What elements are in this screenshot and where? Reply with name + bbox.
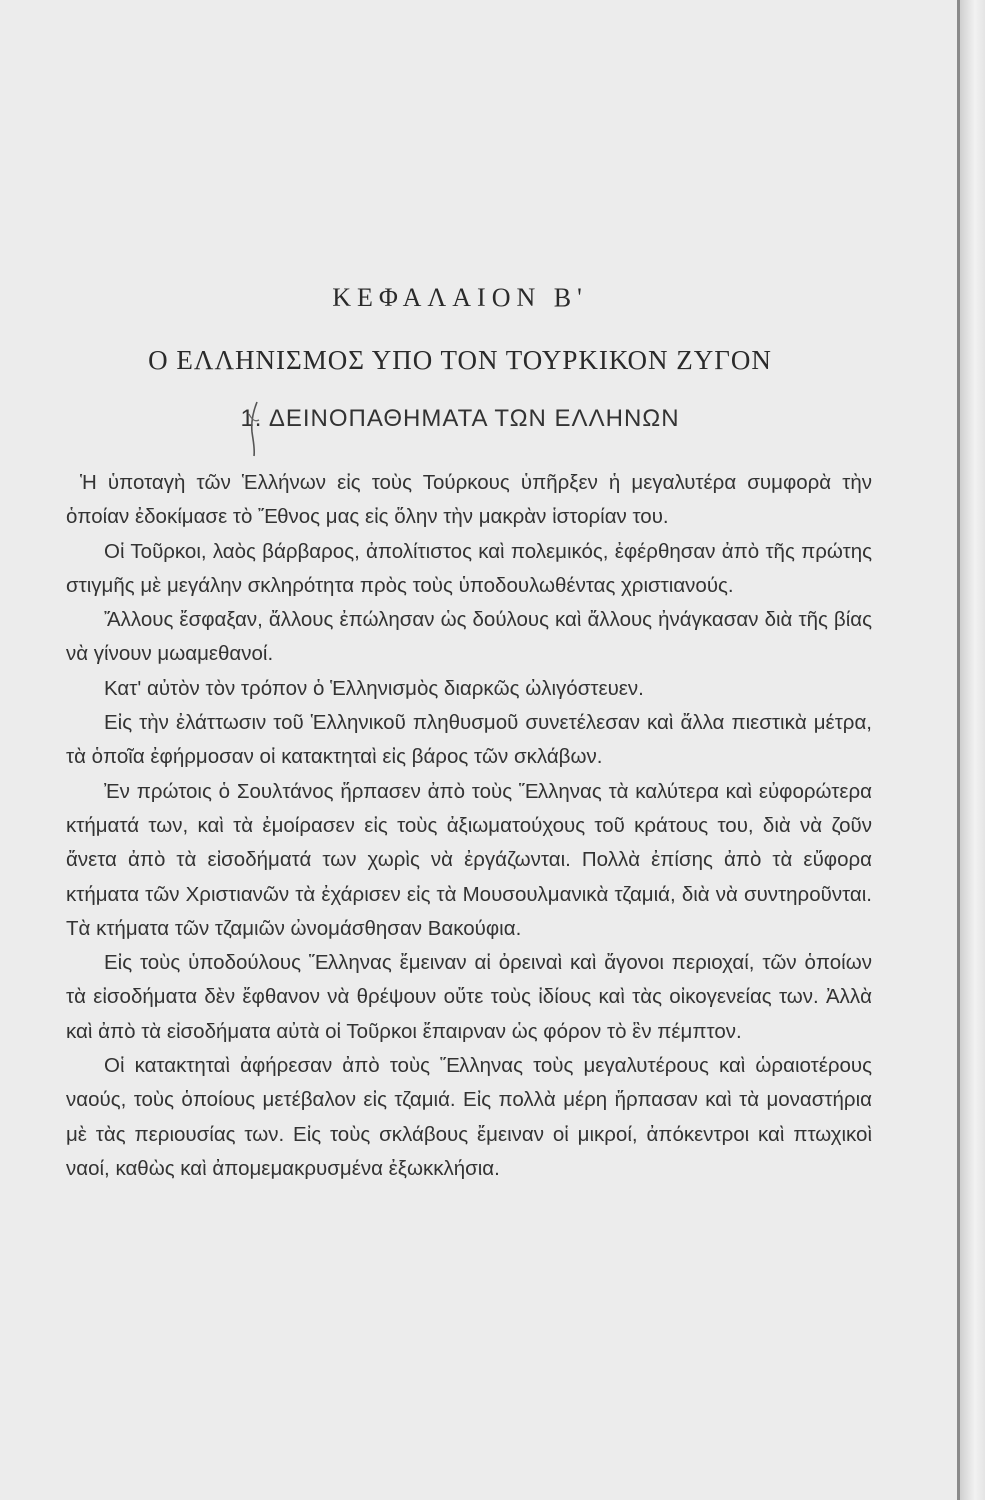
paragraph: Εἰς τὴν ἐλάττωσιν τοῦ Ἑλληνικοῦ πληθυσμοῦ συνετέλεσαν καὶ ἄλλα πιεστικὰ μέτρα, τὰ ὁποῖα ἐφήρμοσαν οἱ κατακτηταὶ εἰς βάρος τῶν σκλάβων.: [66, 711, 872, 769]
paragraph: Οἱ κατακτηταὶ ἀφήρεσαν ἀπὸ τοὺς Ἕλληνας τοὺς μεγαλυτέρους καὶ ὡραιοτέρους ναούς, τοὺς ὁποίους μετέβαλον εἰς τζαμιά. Εἰς πολλὰ μέρη ἥρπασαν καὶ τὰ μοναστήρια μὲ τὰς περιουσίας των. Εἰς τοὺς σκλάβους ἔμειναν οἱ μικροί, ἀπόκεντροι καὶ πτωχικοὶ ναοί, καθὼς καὶ ἀπομεμακρυσμένα ἐξωκκλήσια.: [66, 1054, 872, 1180]
paragraph: Οἱ Τοῦρκοι, λαὸς βάρβαρος, ἀπολίτιστος καὶ πολεμικός, ἐφέρθησαν ἀπὸ τῆς πρώτης στιγμῆς μὲ μεγάλην σκληρότητα πρὸς τοὺς ὑποδουλωθέντας χριστιανούς.: [66, 539, 872, 597]
body-text: [66, 466, 872, 1186]
handwritten-mark-icon: [243, 398, 265, 458]
chapter-title: Ο ΕΛΛΗΝΙΣΜΟΣ ΥΠΟ ΤΟΝ ΤΟΥΡΚΙΚΟΝ ΖΥΓΟΝ: [148, 345, 772, 375]
chapter-heading: ΚΕΦΑΛΑΙΟΝ Β': [332, 283, 588, 312]
page-edge: [960, 0, 985, 1500]
paragraph: Ἄλλους ἔσφαξαν, ἄλλους ἐπώλησαν ὡς δούλους καὶ ἄλλους ἠνάγκασαν διὰ τῆς βίας νὰ γίνουν μωαμεθανοί.: [66, 608, 872, 666]
paragraph: Εἰς τοὺς ὑποδούλους Ἕλληνας ἔμειναν αἱ ὀρειναὶ καὶ ἄγονοι περιοχαί, τῶν ὁποίων τὰ εἰσοδήματα δὲν ἔφθανον νὰ θρέψουν οὔτε τοὺς ἰδίους καὶ τὰς οἰκογενείας των. Ἀλλὰ καὶ ἀπὸ τὰ εἰσοδήματα αὐτὰ οἱ Τοῦρκοι ἔπαιρναν ὡς φόρον τὸ ἓν πέμπτον.: [66, 951, 872, 1043]
paragraph: Ἐν πρώτοις ὁ Σουλτάνος ἥρπασεν ἀπὸ τοὺς Ἕλληνας τὰ καλύτερα καὶ εὐφορώτερα κτήματά των, καὶ τὰ ἐμοίρασεν εἰς τοὺς ἀξιωματούχους τοῦ κράτους του, διὰ νὰ ζοῦν ἄνετα ἀπὸ τὰ εἰσοδήματά των χωρὶς νὰ ἐργάζωνται. Πολλὰ ἐπίσης ἀπὸ τὰ εὔφορα κτήματα τῶν Χριστιανῶν τὰ ἐχάρισεν εἰς τὰ Μουσουλμανικὰ τζαμιά, διὰ νὰ συντηροῦνται. Τὰ κτήματα τῶν τζαμιῶν ὠνομάσθησαν Βακούφια.: [66, 779, 872, 940]
paragraph: Κατ' αὐτὸν τὸν τρόπον ὁ Ἑλληνισμὸς διαρκῶς ὠλιγόστευεν.: [104, 676, 644, 700]
paragraph: Ἡ ὑποταγὴ τῶν Ἑλλήνων εἰς τοὺς Τούρκους ὑπῆρξεν ἡ μεγαλυτέρα συμφορὰ τὴν ὁποίαν ἐδοκίμασε τὸ Ἔθνος μας εἰς ὅλην τὴν μακρὰν ἱστορίαν του.: [66, 471, 872, 529]
section-title: 1. ΔΕΙΝΟΠΑΘΗΜΑΤΑ ΤΩΝ ΕΛΛΗΝΩΝ: [240, 405, 680, 432]
